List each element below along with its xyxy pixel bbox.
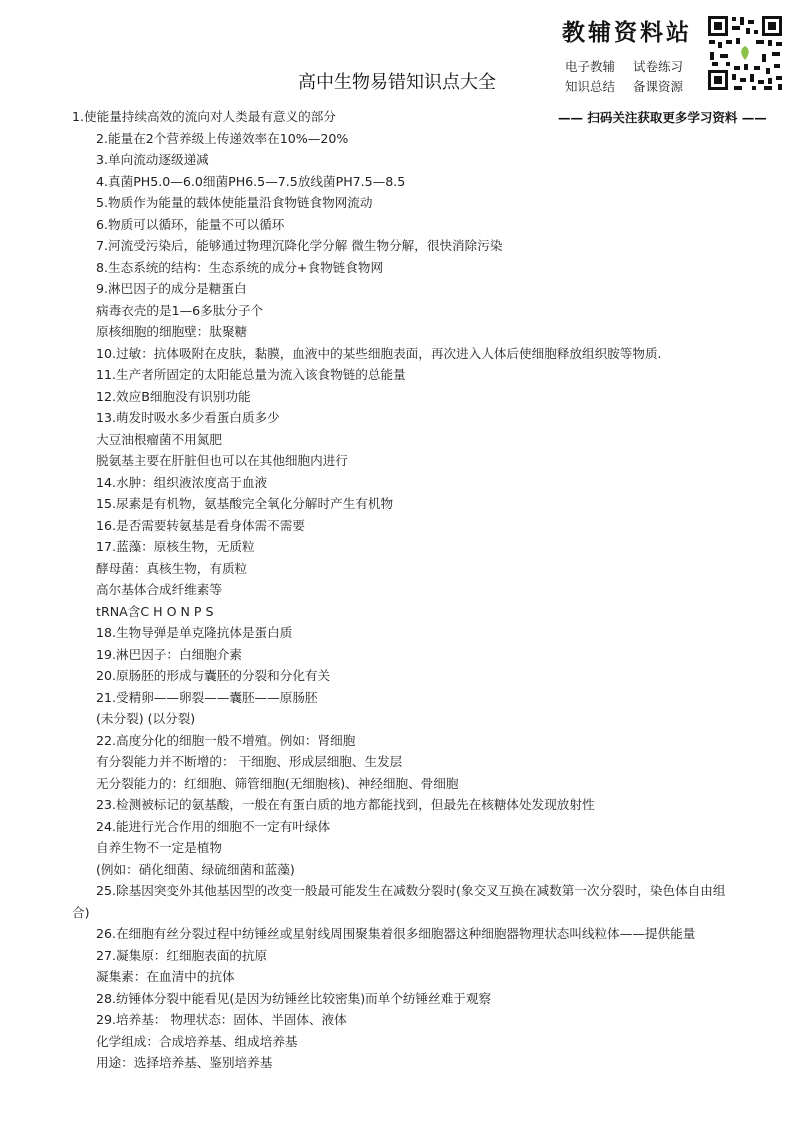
list-item: 化学组成：合成培养基、组成培养基 bbox=[96, 1033, 298, 1049]
list-item: 合) bbox=[72, 904, 90, 920]
qr-code-icon[interactable] bbox=[706, 14, 784, 92]
list-item: 酵母菌：真核生物，有质粒 bbox=[96, 560, 248, 576]
list-item: (未分裂) (以分裂) bbox=[96, 711, 196, 726]
list-item: 20.原肠胚的形成与囊胚的分裂和分化有关 bbox=[96, 668, 331, 683]
list-item: 用途：选择培养基、鉴别培养基 bbox=[96, 1055, 273, 1070]
list-item: 10.过敏：抗体吸附在皮肤，黏膜，血液中的某些细胞表面，再次进入人体后使细胞释放组织胺等物质. bbox=[96, 345, 662, 361]
list-item: 19.淋巴因子：白细胞介素 bbox=[96, 646, 242, 662]
slogan: —— 扫码关注获取更多学习资料 —— bbox=[558, 110, 767, 125]
list-item: 脱氨基主要在肝脏但也可以在其他细胞内进行 bbox=[96, 453, 348, 468]
list-item: 18.生物导弹是单克隆抗体是蛋白质 bbox=[96, 625, 293, 640]
list-item: 15.尿素是有机物，氨基酸完全氧化分解时产生有机物 bbox=[96, 496, 394, 511]
link-knowledge-summary[interactable]: 知识总结 bbox=[565, 79, 616, 94]
list-item: 28.纺锤体分裂中能看见(是因为纺锤丝比较密集)而单个纺锤丝难于观察 bbox=[96, 990, 492, 1006]
page-title: 高中生物易错知识点大全 bbox=[298, 72, 496, 93]
list-item: 8.生态系统的结构：生态系统的成分+食物链食物网 bbox=[96, 259, 384, 275]
knowledge-list bbox=[72, 106, 727, 1074]
link-exam-practice[interactable]: 试卷练习 bbox=[633, 59, 684, 74]
list-item: 29.培养基： 物理状态：固体、半固体、液体 bbox=[96, 1012, 347, 1027]
list-item: 6.物质可以循环，能量不可以循环 bbox=[96, 216, 285, 232]
list-item: 3.单向流动逐级递减 bbox=[96, 152, 209, 167]
list-item: tRNA含C H O N P S bbox=[96, 603, 214, 619]
list-item: 原核细胞的细胞壁：肽聚糖 bbox=[96, 324, 248, 339]
link-lesson-resources[interactable]: 备课资源 bbox=[633, 79, 684, 94]
list-item: 大豆油根瘤菌不用氮肥 bbox=[96, 431, 222, 447]
list-item: 7.河流受污染后，能够通过物理沉降化学分解 微生物分解，很快消除污染 bbox=[96, 238, 503, 253]
list-item: 有分裂能力并不断增的： 干细胞、形成层细胞、生发层 bbox=[96, 754, 403, 769]
list-item: 21.受精卵——卵裂——囊胚——原肠胚 bbox=[96, 689, 318, 705]
list-item: 凝集素：在血清中的抗体 bbox=[96, 969, 235, 984]
list-item: 高尔基体合成纤维素等 bbox=[96, 582, 222, 597]
list-item: 23.检测被标记的氨基酸，一般在有蛋白质的地方都能找到，但最先在核糖体处发现放射性 bbox=[96, 797, 595, 812]
list-item: 14.水肿：组织液浓度高于血液 bbox=[96, 474, 268, 490]
list-item: 4.真菌PH5.0—6.0细菌PH6.5—7.5放线菌PH7.5—8.5 bbox=[96, 173, 406, 189]
list-item: 12.效应B细胞没有识别功能 bbox=[96, 388, 251, 404]
list-item: 病毒衣壳的是1—6多肽分子个 bbox=[96, 302, 264, 318]
list-item: 16.是否需要转氨基是看身体需不需要 bbox=[96, 517, 305, 533]
list-item: 1.使能量持续高效的流向对人类最有意义的部分 bbox=[72, 109, 336, 124]
list-item: 自养生物不一定是植物 bbox=[96, 840, 222, 855]
list-item: 9.淋巴因子的成分是糖蛋白 bbox=[96, 281, 247, 296]
list-item: (例如：硝化细菌、绿硫细菌和蓝藻) bbox=[96, 861, 295, 877]
list-item: 25.除基因突变外其他基因型的改变一般最可能发生在减数分裂时(象交叉互换在减数第一次分裂时，染色体自由组 bbox=[96, 883, 726, 898]
list-item: 无分裂能力的：红细胞、筛管细胞(无细胞核)、神经细胞、骨细胞 bbox=[96, 775, 459, 791]
list-item: 13.萌发时吸水多少看蛋白质多少 bbox=[96, 410, 280, 425]
list-item: 2.能量在2个营养级上传递效率在10%—20% bbox=[96, 130, 349, 146]
list-item: 11.生产者所固定的太阳能总量为流入该食物链的总能量 bbox=[96, 367, 406, 382]
list-item: 5.物质作为能量的载体使能量沿食物链食物网流动 bbox=[96, 195, 373, 210]
list-item: 17.蓝藻：原核生物，无质粒 bbox=[96, 539, 255, 554]
header-links bbox=[565, 57, 701, 97]
list-item: 24.能进行光合作用的细胞不一定有叶绿体 bbox=[96, 818, 331, 834]
list-item: 22.高度分化的细胞一般不增殖。例如：肾细胞 bbox=[96, 732, 356, 748]
link-e-books[interactable]: 电子教辅 bbox=[565, 59, 616, 74]
brand-title: 教辅资料站 bbox=[562, 20, 692, 46]
list-item: 26.在细胞有丝分裂过程中纺锤丝或星射线周围聚集着很多细胞器这种细胞器物理状态叫线粒体——提供能量 bbox=[96, 926, 696, 941]
list-item: 27.凝集原：红细胞表面的抗原 bbox=[96, 947, 268, 963]
